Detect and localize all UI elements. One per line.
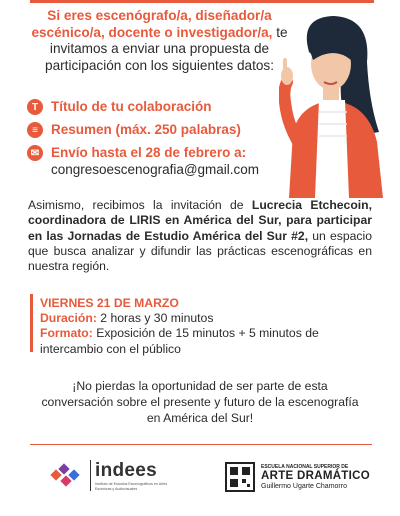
duration-label: Duración: bbox=[40, 311, 97, 326]
invitation-intro: Asimismo, recibimos la invitación de bbox=[28, 198, 252, 212]
duration-row bbox=[40, 311, 370, 326]
invitation-paragraph bbox=[28, 198, 372, 274]
ensad-line1: ESCUELA NACIONAL SUPERIOR DE bbox=[261, 464, 349, 470]
indees-mark-icon bbox=[50, 461, 86, 491]
ensad-mark-icon bbox=[225, 462, 255, 492]
item-deadline-label bbox=[51, 144, 259, 178]
ensad-line3: Guillermo Ugarte Chamorro bbox=[261, 483, 347, 490]
ensad-logo bbox=[225, 462, 370, 492]
top-accent-bar bbox=[30, 0, 374, 3]
schedule-divider bbox=[30, 294, 33, 352]
invitation-bold: Lucrecia Etchecoin, coordinadora de LIRIS en América del Sur, para participar en las Jornadas de Estudio América del Sur #2, bbox=[28, 198, 372, 243]
closing-message: ¡No pierdas la oportunidad de ser parte de esta conversación sobre el presente y futuro de la escenografía en América del Sur! bbox=[41, 379, 359, 425]
item-title-label: Título de tu colaboración bbox=[51, 99, 212, 114]
indees-tagline: Instituto de Estudios Escenográficos en Artes Escénicas y Audiovisuales bbox=[95, 482, 168, 491]
invitation-end: un espacio que busca analizar y difundir las prácticas escenográficas en nuestra región. bbox=[28, 228, 372, 274]
mail-icon: ✉ bbox=[27, 145, 43, 161]
format-row bbox=[40, 326, 370, 356]
footer-logos bbox=[0, 456, 400, 506]
hero-section bbox=[27, 8, 387, 198]
format-value: Exposición de 15 minutos + 5 minutos de intercambio con el público bbox=[40, 326, 319, 356]
deadline-text: Envío hasta el 28 de febrero a: bbox=[51, 145, 247, 160]
duration-value: 2 horas y 30 minutos bbox=[96, 311, 214, 326]
footer-divider bbox=[30, 444, 372, 445]
event-date: VIERNES 21 DE MARZO bbox=[40, 296, 179, 310]
item-summary-label: Resumen (máx. 250 palabras) bbox=[51, 122, 241, 137]
schedule-block bbox=[40, 296, 370, 357]
document-icon: ≡ bbox=[27, 122, 43, 138]
indees-logo bbox=[50, 460, 175, 491]
format-label: Formato: bbox=[40, 326, 93, 341]
title-icon: T bbox=[27, 99, 43, 115]
contact-email[interactable]: congresoescenografia@gmail.com bbox=[51, 162, 260, 177]
intro-rest: te invitamos a enviar una propuesta de participación con los siguientes datos: bbox=[45, 24, 288, 73]
intro-text bbox=[27, 8, 292, 74]
indees-name: indees bbox=[95, 460, 157, 481]
woman-illustration bbox=[279, 12, 387, 198]
ensad-line2: ARTE DRAMÁTICO bbox=[261, 470, 370, 482]
intro-highlight: Si eres escenógrafo/a, diseñador/a escénico/a, docente o investigador/a, bbox=[31, 8, 273, 40]
